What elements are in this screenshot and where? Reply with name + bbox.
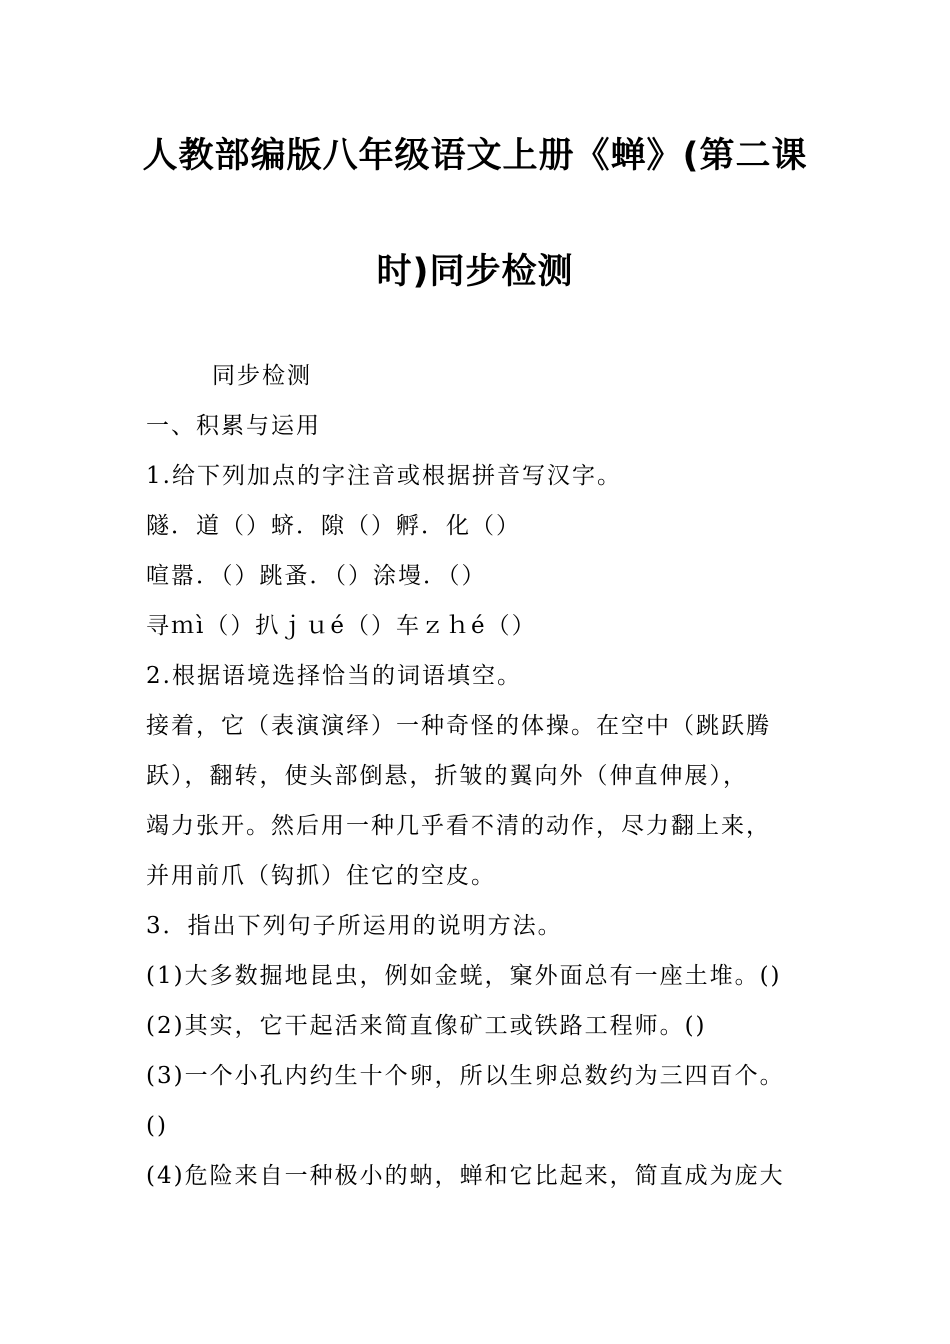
question-3-item-1: (1)大多数掘地昆虫，例如金蜣，窠外面总有一座土堆。() [146, 963, 782, 989]
question-3-item-4: (4)危险来自一种极小的蚋，蝉和它比起来，简直成为庞大 [146, 1163, 785, 1189]
question-2-text-line-2: 跃），翻转，使头部倒悬，折皱的翼向外（伸直伸展）， [146, 763, 748, 789]
question-2: 2.根据语境选择恰当的词语填空。 [146, 663, 522, 689]
document-title-line-1: 人教部编版八年级语文上册《蝉》(第二课 [142, 136, 808, 176]
question-3-item-3-answer: () [146, 1113, 168, 1139]
part-heading: 一、积累与运用 [146, 413, 321, 439]
section-heading: 同步检测 [212, 363, 312, 389]
question-1-row-3: 寻ｍì（）扒ｊｕé（）车ｚｈé（） [146, 613, 537, 639]
question-1-row-2: 喧嚣．（）跳蚤．（）涂墁．（） [146, 563, 487, 589]
question-2-text-line-1: 接着，它（表演演绎）一种奇怪的体操。在空中（跳跃腾 [146, 713, 771, 739]
document-title-line-2: 时)同步检测 [376, 252, 574, 292]
question-3-item-2: (2)其实，它干起活来简直像矿工或铁路工程师。() [146, 1013, 707, 1039]
question-2-text-line-4: 并用前爪（钩抓）住它的空皮。 [146, 863, 496, 889]
question-1-row-1: 隧．道（）蛴．隙（）孵．化（） [146, 513, 521, 539]
question-2-text-line-3: 竭力张开。然后用一种几乎看不清的动作，尽力翻上来， [146, 813, 771, 839]
question-3: 3．指出下列句子所运用的说明方法。 [146, 913, 563, 939]
question-1: 1.给下列加点的字注音或根据拼音写汉字。 [146, 463, 622, 489]
question-3-item-3: (3)一个小孔内约生十个卵，所以生卵总数约为三四百个。 [146, 1063, 785, 1089]
